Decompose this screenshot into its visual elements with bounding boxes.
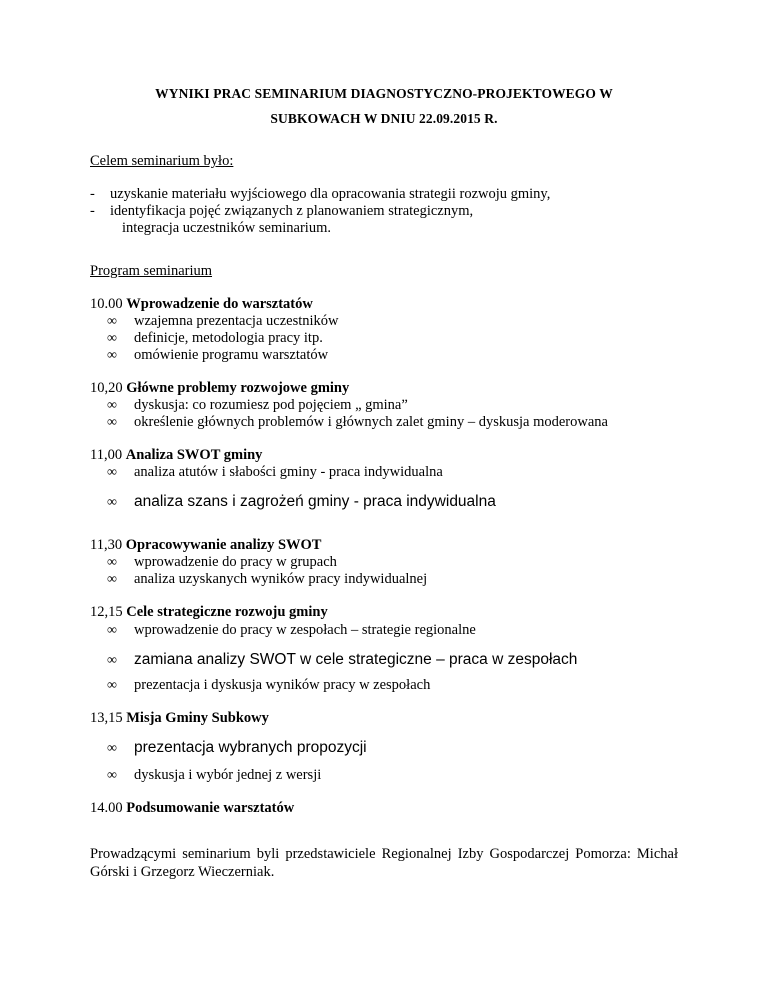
program-section-header bbox=[90, 537, 321, 554]
program-item bbox=[107, 554, 337, 571]
program-section-header bbox=[90, 447, 262, 464]
dash-marker: - bbox=[90, 203, 95, 219]
infinity-bullet-icon: ∞ bbox=[107, 415, 117, 430]
program-item bbox=[107, 651, 577, 669]
section-title: Analiza SWOT gminy bbox=[125, 447, 263, 463]
program-item-text: prezentacja wybranych propozycji bbox=[134, 739, 367, 756]
document-title-line-2: SUBKOWACH W DNIU 22.09.2015 R. bbox=[270, 111, 498, 126]
infinity-bullet-icon: ∞ bbox=[107, 653, 117, 668]
program-item bbox=[107, 677, 430, 694]
program-item-text: wprowadzenie do pracy w grupach bbox=[134, 554, 337, 570]
program-item bbox=[107, 622, 476, 639]
section-title: Wprowadzenie do warsztatów bbox=[126, 296, 313, 312]
program-item-text: zamiana analizy SWOT w cele strategiczne – praca w zespołach bbox=[134, 651, 578, 668]
infinity-bullet-icon: ∞ bbox=[107, 348, 117, 363]
program-item bbox=[107, 739, 367, 757]
infinity-bullet-icon: ∞ bbox=[107, 741, 117, 756]
program-section-header bbox=[90, 296, 313, 313]
program-item bbox=[107, 464, 443, 481]
program-item-text: prezentacja i dyskusja wyników pracy w zespołach bbox=[134, 677, 431, 693]
program-item-text: analiza uzyskanych wyników pracy indywidualnej bbox=[134, 571, 428, 587]
infinity-bullet-icon: ∞ bbox=[107, 623, 117, 638]
section-time: 11,00 bbox=[90, 447, 123, 463]
goal-item bbox=[90, 203, 473, 220]
program-item-text: dyskusja i wybór jednej z wersji bbox=[134, 767, 322, 783]
program-item-text: analiza atutów i słabości gminy - praca indywidualna bbox=[134, 464, 443, 480]
program-section-header bbox=[90, 800, 294, 817]
section-title: Główne problemy rozwojowe gminy bbox=[126, 380, 350, 396]
infinity-bullet-icon: ∞ bbox=[107, 331, 117, 346]
section-time: 13,15 bbox=[90, 710, 123, 726]
section-title: Cele strategiczne rozwoju gminy bbox=[126, 604, 328, 620]
closing-paragraph: Prowadzącymi seminarium byli przedstawiciele Regionalnej Izby Gospodarczej Pomorza: Michał Górski i Grzegorz Wieczerniak. bbox=[90, 846, 678, 880]
document-title-line-1: WYNIKI PRAC SEMINARIUM DIAGNOSTYCZNO-PROJEKTOWEGO W bbox=[155, 86, 613, 101]
section-title: Podsumowanie warsztatów bbox=[126, 800, 295, 816]
section-time: 11,30 bbox=[90, 537, 123, 553]
section-title: Opracowywanie analizy SWOT bbox=[125, 537, 322, 553]
program-item bbox=[107, 397, 408, 414]
infinity-bullet-icon: ∞ bbox=[107, 314, 117, 329]
infinity-bullet-icon: ∞ bbox=[107, 678, 117, 693]
program-item bbox=[107, 493, 496, 511]
program-item bbox=[107, 330, 323, 347]
program-item-text: wprowadzenie do pracy w zespołach – strategie regionalne bbox=[134, 622, 476, 638]
section-time: 12,15 bbox=[90, 604, 123, 620]
program-item bbox=[107, 571, 427, 588]
program-item-text: analiza szans i zagrożeń gminy - praca indywidualna bbox=[134, 493, 496, 510]
goal-item-text: uzyskanie materiału wyjściowego dla opracowania strategii rozwoju gminy, bbox=[110, 186, 551, 202]
program-item-text: dyskusja: co rozumiesz pod pojęciem „ gmina” bbox=[134, 397, 408, 413]
section-time: 14.00 bbox=[90, 800, 123, 816]
program-item-text: określenie głównych problemów i głównych zalet gminy – dyskusja moderowana bbox=[134, 414, 608, 430]
goal-item bbox=[90, 186, 550, 203]
program-item bbox=[107, 347, 328, 364]
infinity-bullet-icon: ∞ bbox=[107, 572, 117, 587]
infinity-bullet-icon: ∞ bbox=[107, 555, 117, 570]
program-item bbox=[107, 313, 339, 330]
section-time: 10,20 bbox=[90, 380, 123, 396]
program-item-text: wzajemna prezentacja uczestników bbox=[134, 313, 339, 329]
program-item bbox=[107, 414, 608, 431]
infinity-bullet-icon: ∞ bbox=[107, 495, 117, 510]
program-item-text: definicje, metodologia pracy itp. bbox=[134, 330, 323, 346]
goals-heading: Celem seminarium było: bbox=[90, 153, 234, 169]
program-heading: Program seminarium bbox=[90, 263, 213, 279]
section-time: 10.00 bbox=[90, 296, 123, 312]
goal-continuation: integracja uczestników seminarium. bbox=[122, 220, 331, 236]
infinity-bullet-icon: ∞ bbox=[107, 398, 117, 413]
infinity-bullet-icon: ∞ bbox=[107, 768, 117, 783]
program-item-text: omówienie programu warsztatów bbox=[134, 347, 329, 363]
dash-marker: - bbox=[90, 186, 95, 202]
goal-item-text: identyfikacja pojęć związanych z planowaniem strategicznym, bbox=[110, 203, 474, 219]
program-section-header bbox=[90, 710, 269, 727]
infinity-bullet-icon: ∞ bbox=[107, 465, 117, 480]
program-section-header bbox=[90, 380, 349, 397]
program-item bbox=[107, 767, 321, 784]
program-section-header bbox=[90, 604, 328, 621]
section-title: Misja Gminy Subkowy bbox=[126, 710, 269, 726]
